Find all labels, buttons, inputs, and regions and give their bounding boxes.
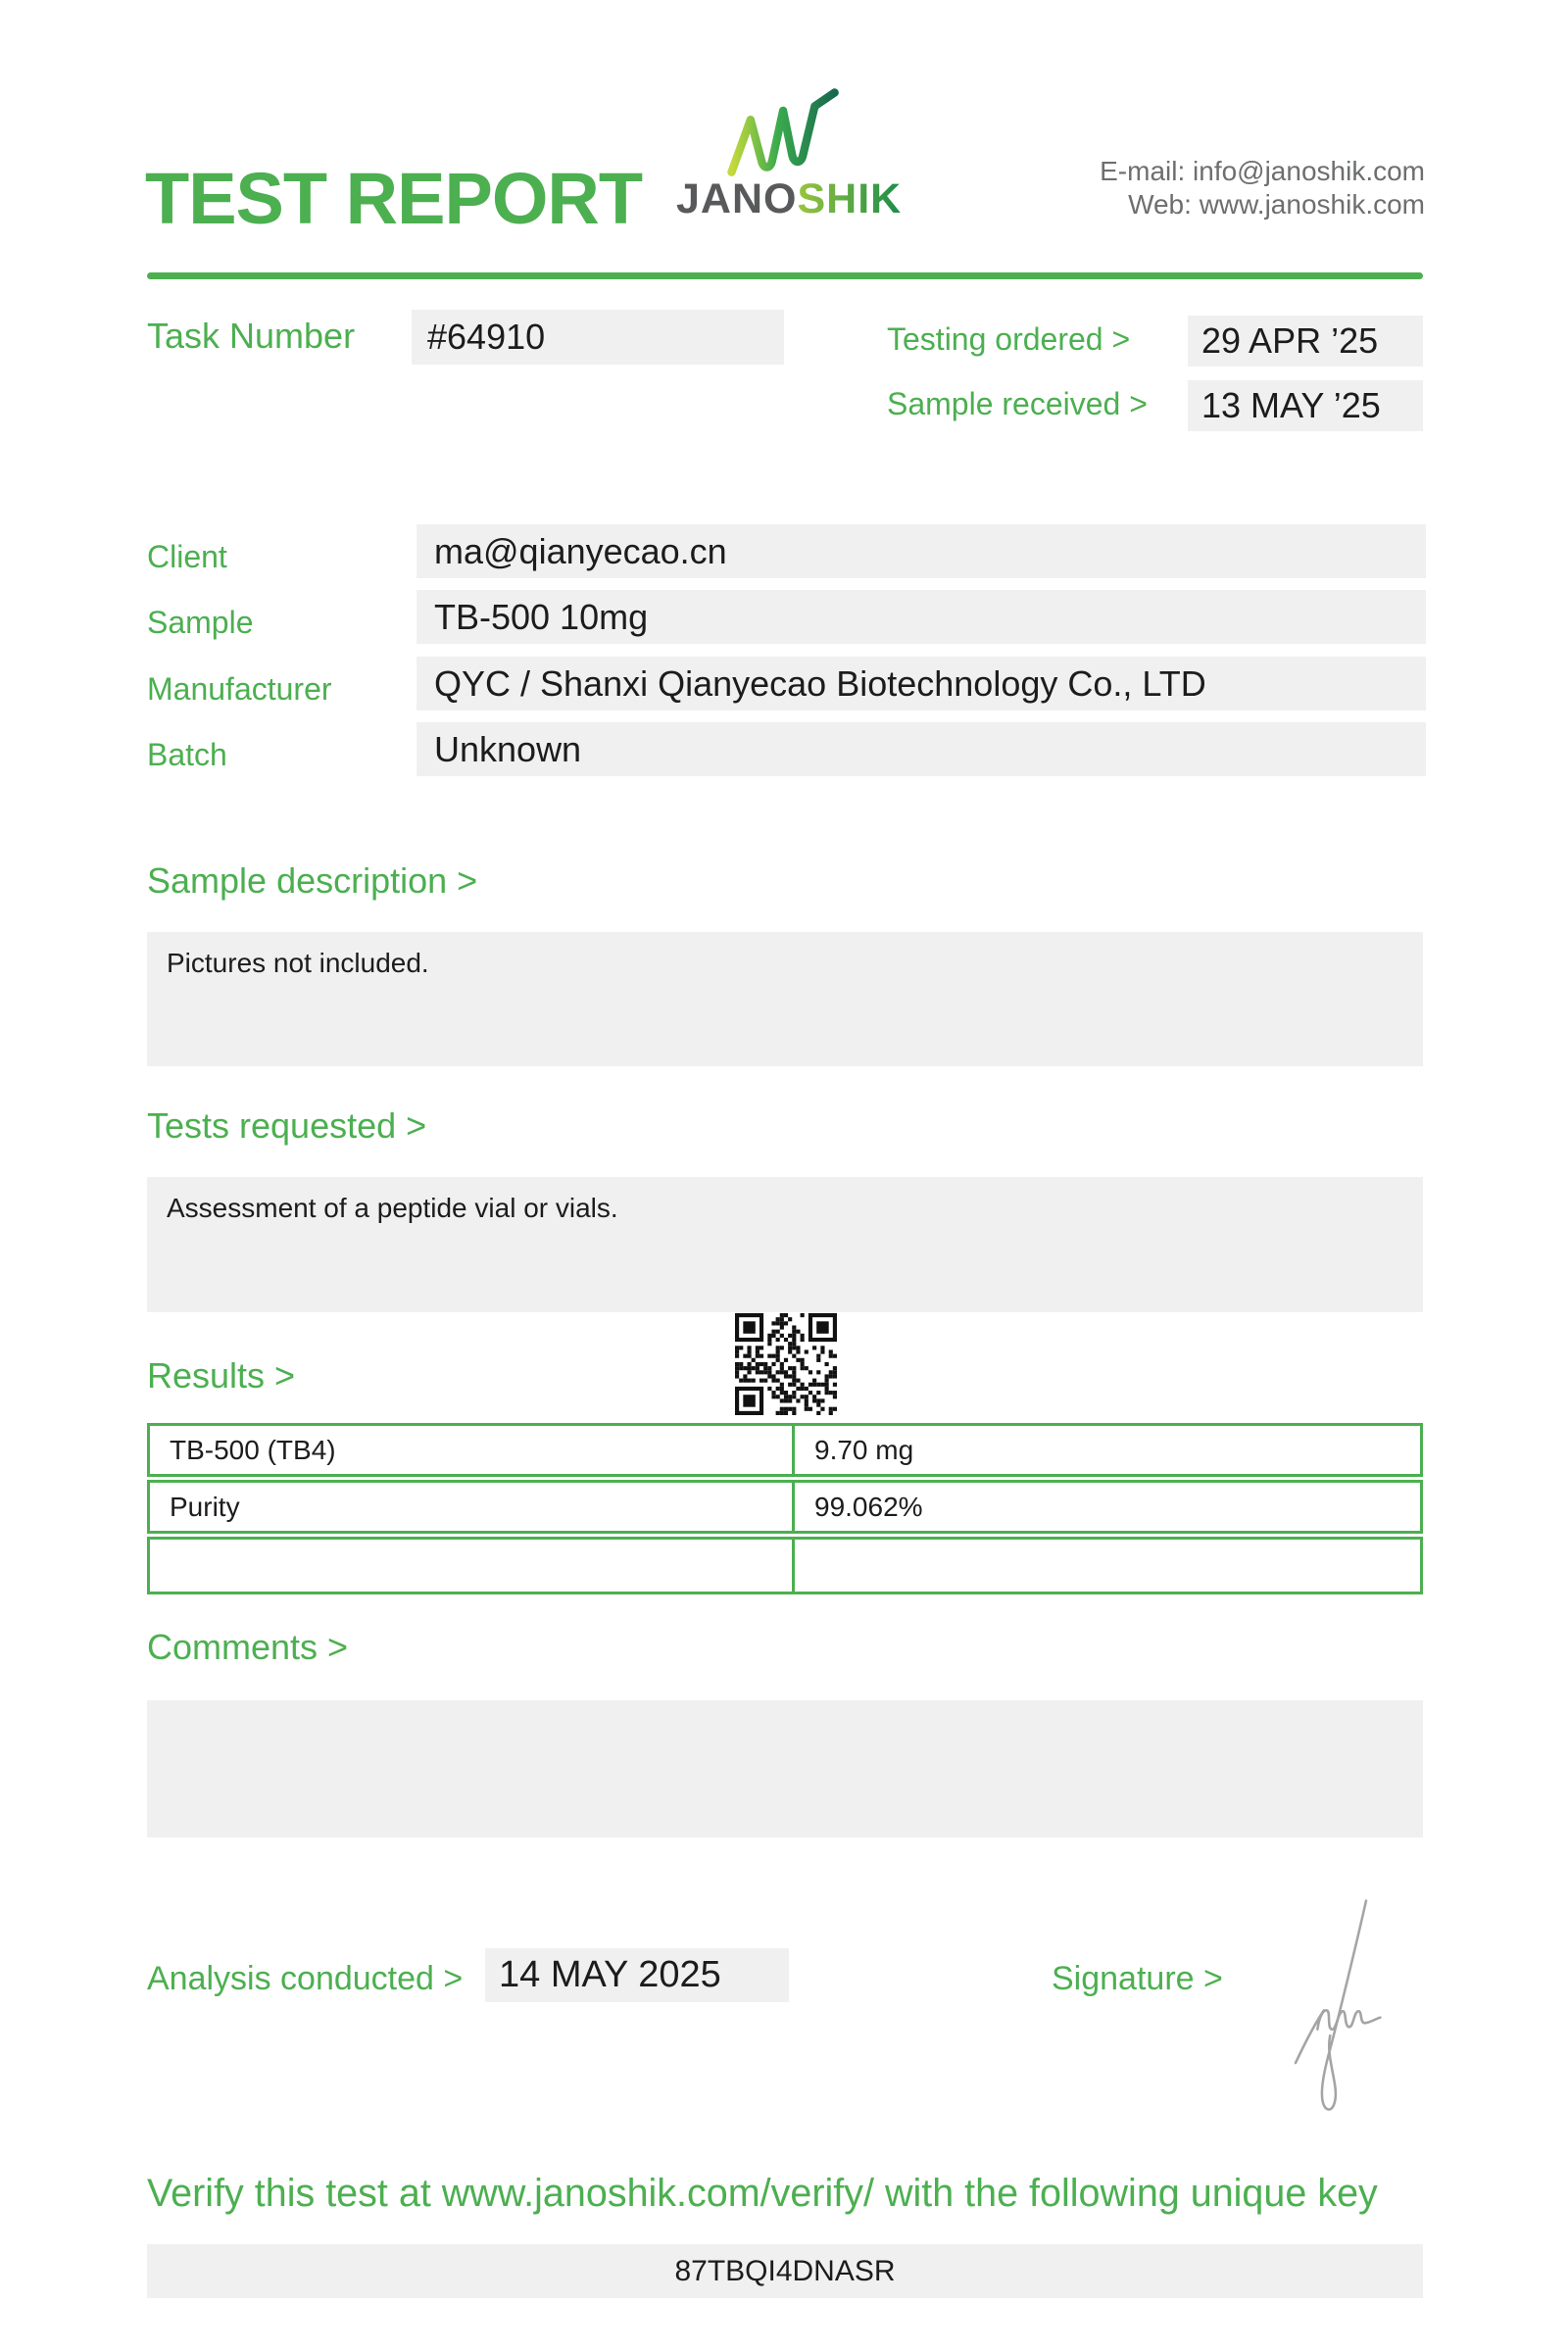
result-value-cell: 99.062% xyxy=(814,1491,923,1522)
analysis-conducted-label: Analysis conducted > xyxy=(147,1960,464,1997)
manufacturer-label: Manufacturer xyxy=(147,671,332,707)
results-table xyxy=(147,1423,1423,1597)
task-number-value: #64910 xyxy=(412,310,784,365)
sample-description-heading: Sample description > xyxy=(147,860,478,901)
table-row xyxy=(147,1480,1423,1534)
contact-web: Web: www.janoshik.com xyxy=(1128,188,1425,220)
result-value-cell xyxy=(795,1540,1420,1592)
tests-requested-heading: Tests requested > xyxy=(147,1105,427,1146)
sample-description-box xyxy=(147,932,1423,1066)
tests-requested-text: Assessment of a peptide vial or vials. xyxy=(167,1193,618,1223)
table-row xyxy=(147,1537,1423,1594)
signature-label: Signature > xyxy=(1052,1960,1223,1997)
page-title: TEST REPORT xyxy=(145,158,643,239)
table-row xyxy=(147,1423,1423,1477)
brand-name xyxy=(676,175,903,222)
task-number-label: Task Number xyxy=(147,316,356,356)
verify-key: 87TBQI4DNASR xyxy=(147,2244,1423,2298)
brand-name-left: JANO xyxy=(676,175,798,222)
results-heading: Results > xyxy=(147,1355,296,1396)
analysis-date-value: 14 MAY 2025 xyxy=(485,1948,789,2002)
tests-requested-box xyxy=(147,1177,1423,1312)
comments-heading: Comments > xyxy=(147,1627,349,1667)
qr-code xyxy=(735,1313,837,1415)
comments-box xyxy=(147,1700,1423,1838)
client-label: Client xyxy=(147,539,227,574)
contact-block xyxy=(1100,155,1425,220)
testing-ordered-label: Testing ordered > xyxy=(887,321,1131,357)
result-name-cell: Purity xyxy=(150,1483,795,1531)
growth-chart-icon xyxy=(725,86,843,180)
manufacturer-value: QYC / Shanxi Qianyecao Biotechnology Co., LTD xyxy=(416,657,1426,710)
result-name-cell xyxy=(150,1540,795,1592)
result-value-cell: 9.70 mg xyxy=(814,1434,914,1465)
result-name-cell: TB-500 (TB4) xyxy=(150,1426,795,1474)
signature-image xyxy=(1272,1867,1382,2146)
batch-label: Batch xyxy=(147,737,227,772)
contact-email: E-mail: info@janoshik.com xyxy=(1100,156,1425,186)
batch-value: Unknown xyxy=(416,722,1426,776)
verify-text: Verify this test at www.janoshik.com/verify/ with the following unique key xyxy=(147,2172,1378,2215)
sample-received-value: 13 MAY ’25 xyxy=(1188,380,1423,431)
client-value: ma@qianyecao.cn xyxy=(416,524,1426,578)
brand-name-right: SHIK xyxy=(797,175,903,222)
sample-description-text: Pictures not included. xyxy=(167,948,429,978)
testing-ordered-value: 29 APR ’25 xyxy=(1188,316,1423,367)
sample-value: TB-500 10mg xyxy=(416,590,1426,644)
header-divider xyxy=(147,272,1423,279)
brand-logo xyxy=(676,86,903,222)
sample-label: Sample xyxy=(147,605,254,640)
sample-received-label: Sample received > xyxy=(887,386,1148,421)
